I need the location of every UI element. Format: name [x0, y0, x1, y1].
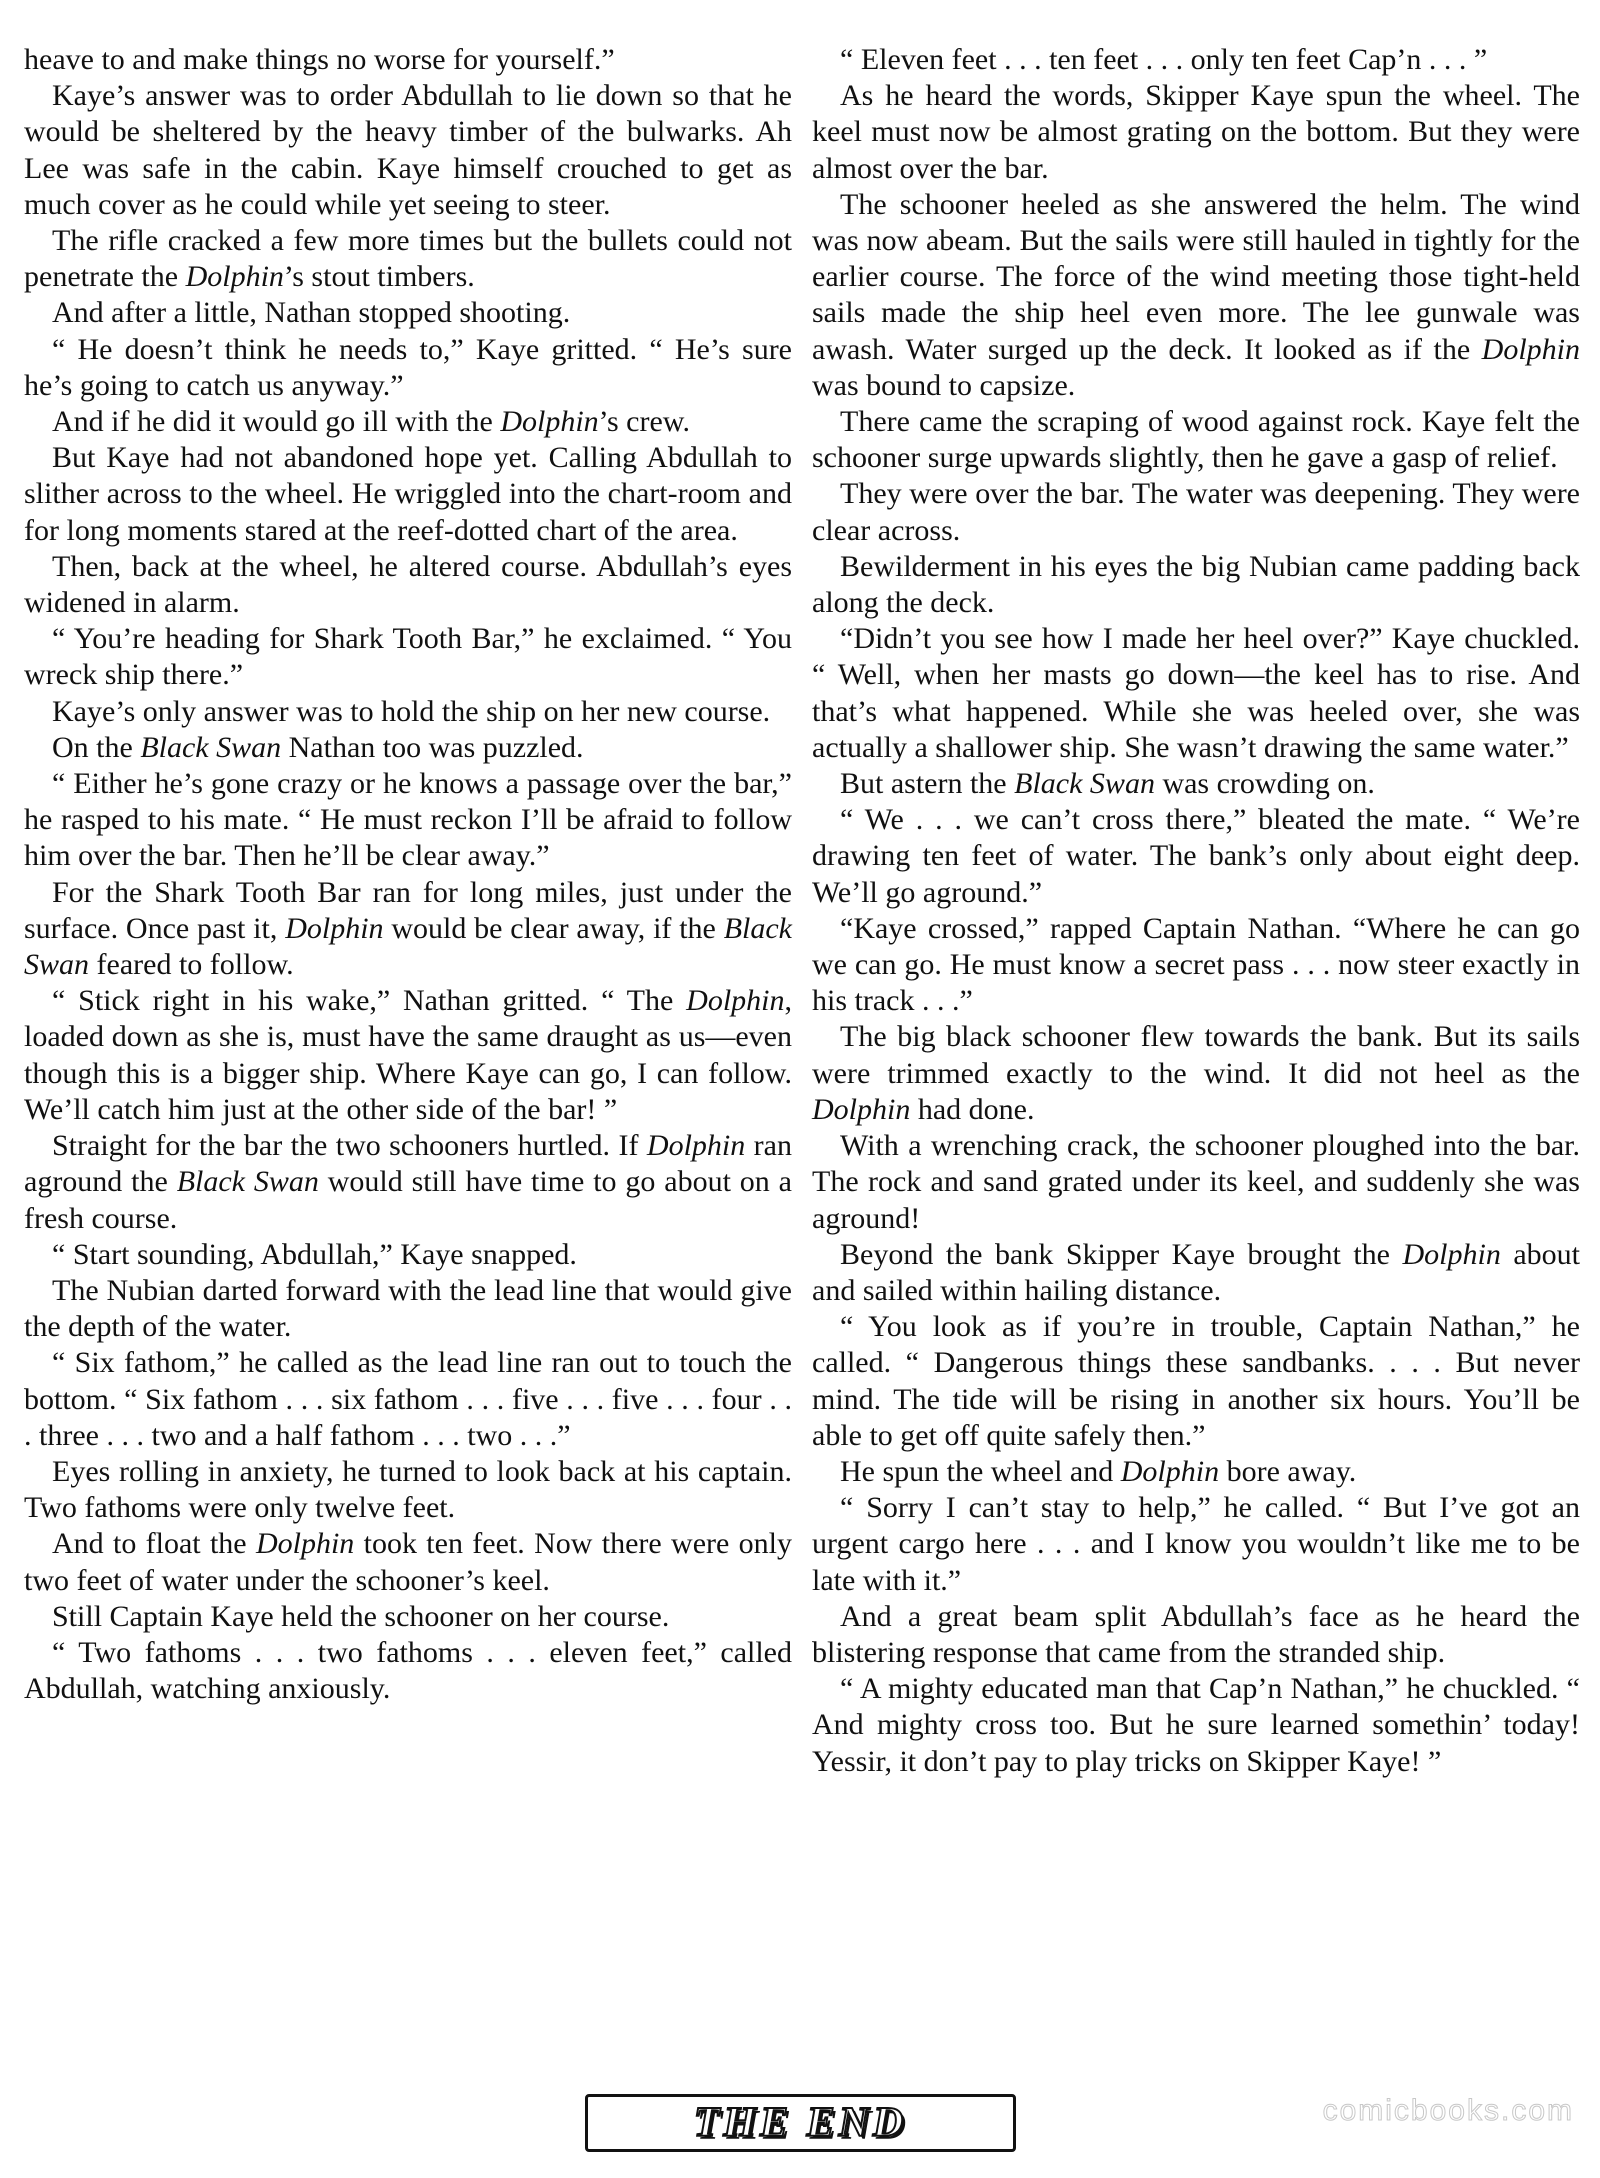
paragraph: “ Sorry I can’t stay to help,” he called. “ But I’ve got an urgent cargo here . . . and I know you wouldn’t like me to be late with it.” — [812, 1491, 1580, 1597]
paragraph: Kaye’s only answer was to hold the ship on her new course. — [52, 694, 771, 728]
paragraph: And a great beam split Abdullah’s face as he heard the blistering response that came from the stranded ship. — [812, 1599, 1580, 1669]
paragraph: “ A mighty educated man that Cap’n Nathan,” he chuckled. “ And mighty cross too. But he sure learned somethin’ today! Yessir, it don’t pay to play tricks on Skipper Kaye! ” — [812, 1672, 1580, 1778]
paragraph: “ Start sounding, Abdullah,” Kaye snapped. — [52, 1237, 577, 1271]
story-page — [24, 42, 1580, 2052]
paragraph: Kaye’s answer was to order Abdullah to lie down so that he would be sheltered by the heavy timber of the bulwarks. Ah Lee was safe in the cabin. Kaye himself crouched to get as much cover as he could while yet seeing to steer. — [24, 79, 792, 221]
paragraph: Straight for the bar the two schooners hurtled. If Dolphin ran aground the Black Swan would still have time to go about on a fresh course. — [24, 1129, 792, 1235]
paragraph: And if he did it would go ill with the Dolphin’s crew. — [52, 405, 691, 439]
paragraph: Still Captain Kaye held the schooner on her course. — [52, 1599, 670, 1633]
paragraph: “ Six fathom,” he called as the lead line ran out to touch the bottom. “ Six fathom . . . six fathom . . . five . . . five . . . four . . . three . . . two and a half fathom . . . two . . .” — [24, 1346, 792, 1452]
paragraph: “ Stick right in his wake,” Nathan gritted. “ The Dolphin, loaded down as she is, must have the same draught as us—even though this is a bigger ship. Where Kaye can go, I can follow. We’ll catch him just at the other side of the bar! ” — [24, 984, 792, 1126]
the-end-banner — [585, 2094, 1016, 2152]
left-text-column — [24, 42, 792, 2052]
site-watermark: comicbooks.com — [1322, 2094, 1574, 2127]
paragraph: Eyes rolling in anxiety, he turned to look back at his captain. Two fathoms were only twelve feet. — [24, 1454, 792, 1525]
paragraph: But Kaye had not abandoned hope yet. Calling Abdullah to slither across to the wheel. He wriggled into the chart-room and for long moments stared at the reef-dotted chart of the area. — [24, 441, 792, 547]
paragraph: But astern the Black Swan was crowding on. — [840, 767, 1375, 801]
paragraph: And to float the Dolphin took ten feet. Now there were only two feet of water under the schooner’s keel. — [24, 1527, 792, 1597]
paragraph: “ Eleven feet . . . ten feet . . . only ten feet Cap’n . . . ” — [840, 43, 1488, 76]
paragraph: The big black schooner flew towards the bank. But its sails were trimmed exactly to the wind. It did not heel as the Dolphin had done. — [812, 1020, 1580, 1126]
paragraph: They were over the bar. The water was deepening. They were clear across. — [812, 477, 1580, 547]
paragraph: “Didn’t you see how I made her heel over?” Kaye chuckled. “ Well, when her masts go down—the keel has to rise. And that’s what happened. While she was heeled over, she was actually a shallower ship. She wasn’t drawing the same water.” — [812, 622, 1580, 764]
paragraph: Bewilderment in his eyes the big Nubian came padding back along the deck. — [812, 549, 1580, 620]
paragraph: “Kaye crossed,” rapped Captain Nathan. “Where he can go we can go. He must know a secret pass . . . now steer exactly in his track . . .” — [812, 911, 1580, 1018]
the-end-label: THE END — [693, 2100, 908, 2146]
paragraph: Then, back at the wheel, he altered course. Abdullah’s eyes widened in alarm. — [24, 549, 792, 620]
paragraph: Beyond the bank Skipper Kaye brought the Dolphin about and sailed within hailing distance. — [812, 1237, 1580, 1307]
paragraph: With a wrenching crack, the schooner ploughed into the bar. The rock and sand grated under its keel, and suddenly she was aground! — [812, 1129, 1580, 1235]
paragraph: And after a little, Nathan stopped shooting. — [52, 296, 571, 330]
paragraph: For the Shark Tooth Bar ran for long miles, just under the surface. Once past it, Dolphin would be clear away, if the Black Swan feared to follow. — [24, 875, 792, 982]
paragraph: The rifle cracked a few more times but the bullets could not penetrate the Dolphin’s stout timbers. — [24, 224, 792, 294]
paragraph: On the Black Swan Nathan too was puzzled. — [52, 730, 584, 764]
paragraph: He spun the wheel and Dolphin bore away. — [840, 1454, 1357, 1488]
paragraph: “ He doesn’t think he needs to,” Kaye gritted. “ He’s sure he’s going to catch us anyway.” — [24, 332, 792, 402]
paragraph: The Nubian darted forward with the lead line that would give the depth of the water. — [24, 1273, 792, 1344]
paragraph: The schooner heeled as she answered the helm. The wind was now abeam. But the sails were still hauled in tightly for the earlier course. The force of the wind meeting those tight-held sails made the ship heel even more. The lee gunwale was awash. Water surged up the deck. It looked as if the Dolphin was bound to capsize. — [812, 187, 1580, 402]
paragraph: There came the scraping of wood against rock. Kaye felt the schooner surge upwards slightly, then he gave a gasp of relief. — [812, 405, 1580, 475]
paragraph: As he heard the words, Skipper Kaye spun the wheel. The keel must now be almost grating on the bottom. But they were almost over the bar. — [812, 79, 1580, 185]
paragraph: “ We . . . we can’t cross there,” bleated the mate. “ We’re drawing ten feet of water. The bank’s only about eight deep. We’ll go aground.” — [812, 803, 1580, 909]
paragraph: heave to and make things no worse for yourself.” — [24, 43, 615, 76]
paragraph: “ Two fathoms . . . two fathoms . . . eleven feet,” called Abdullah, watching anxiously. — [24, 1635, 792, 1706]
right-text-column — [812, 42, 1580, 2052]
paragraph: “ You look as if you’re in trouble, Captain Nathan,” he called. “ Dangerous things these sandbanks. . . . But never mind. The tide will be rising in another six hours. You’ll be able to get off quite safely then.” — [812, 1310, 1580, 1452]
paragraph: “ Either he’s gone crazy or he knows a passage over the bar,” he rasped to his mate. “ He must reckon I’ll be afraid to follow him over the bar. Then he’ll be clear away.” — [24, 767, 792, 873]
paragraph: “ You’re heading for Shark Tooth Bar,” he exclaimed. “ You wreck ship there.” — [24, 622, 792, 692]
